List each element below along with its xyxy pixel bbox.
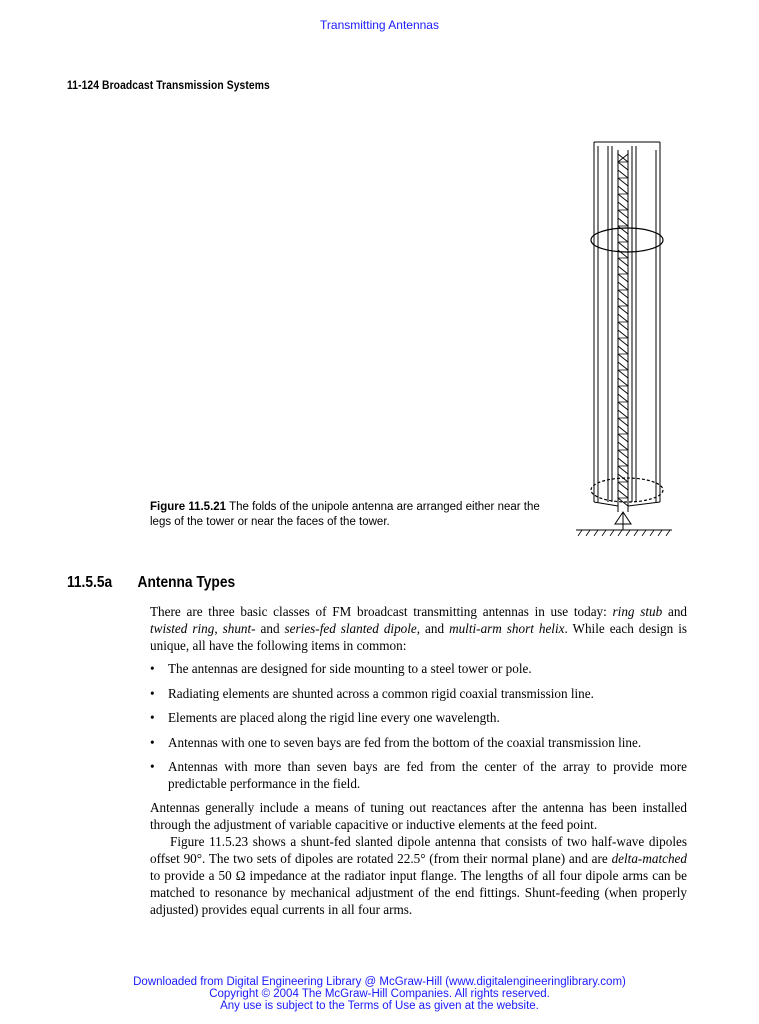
intro-term-ring-stub: ring stub [612, 604, 663, 619]
slanted-dipole-paragraph [150, 833, 687, 918]
bullet-mark: • [150, 759, 155, 774]
intro-term-helix: multi-arm short helix [449, 621, 565, 636]
bullet-mark: • [150, 710, 155, 725]
bullet-mark: • [150, 661, 155, 676]
para3-text-1: Figure 11.5.23 shows a shunt-fed slanted dipole antenna that consists of two half-wave dipoles offset 90°. The two sets of dipoles are rotated 22.5° (from their normal plane) and are [150, 834, 687, 866]
bullet-mark: • [150, 685, 155, 701]
figure-caption [150, 500, 560, 530]
section-heading [67, 574, 235, 592]
page-header-title: Transmitting Antennas [320, 18, 439, 32]
intro-text-1: There are three basic classes of FM broadcast transmitting antennas in use today: [150, 604, 613, 619]
intro-text-6: . While each design is unique, all have the following items in common: [150, 621, 687, 653]
intro-term-twisted-ring: twisted ring [150, 621, 215, 636]
footer-download-line[interactable]: Downloaded from Digital Engineering Library @ McGraw-Hill (www.digitalengineeringlibrary.com) [133, 976, 626, 988]
figure-caption-text: The folds of the unipole antenna are arranged either near the legs of the tower or near the faces of the tower. [150, 501, 540, 528]
intro-term-shunt: shunt- [222, 621, 256, 636]
page-footer [0, 976, 759, 1012]
list-item [150, 685, 687, 702]
figure-label: Figure 11.5.21 [150, 501, 227, 513]
list-item-text: Radiating elements are shunted across a common rigid coaxial transmission line. [168, 685, 594, 701]
running-head: 11-124 Broadcast Transmission Systems [67, 78, 270, 92]
footer-terms-line[interactable]: Any use is subject to the Terms of Use as given at the website. [220, 1000, 539, 1012]
para3-term-delta-matched: delta-matched [611, 851, 687, 866]
section-number: 11.5.5a [67, 574, 113, 591]
footer-copyright-line: Copyright © 2004 The McGraw-Hill Companies. All rights reserved. [209, 988, 550, 1000]
intro-text-3: , [214, 621, 223, 636]
list-item [150, 758, 687, 792]
section-title: Antenna Types [137, 574, 236, 591]
tuning-paragraph: Antennas generally include a means of tuning out reactances after the antenna has been installed through the adjustment of variable capacitive or inductive elements at the feed point. [150, 800, 687, 832]
para3-text-2: to provide a 50 Ω impedance at the radiator input flange. The lengths of all four dipole arms can be matched to resonance by mechanical adjustment of the end fittings. Shunt-feeding (when properly adjusted) provides equal currents in all four arms. [150, 868, 687, 917]
list-item [150, 660, 687, 677]
list-item [150, 709, 687, 726]
intro-text-4: and [255, 621, 285, 636]
intro-text-2: and [662, 604, 688, 619]
unipole-antenna-figure [568, 132, 678, 544]
common-items-list [150, 660, 687, 800]
list-item-text: Antennas with one to seven bays are fed from the bottom of the coaxial transmission line. [168, 734, 642, 750]
list-item-text: The antennas are designed for side mounting to a steel tower or pole. [168, 661, 532, 676]
antenna-tower-drawing [576, 142, 672, 536]
intro-paragraph [150, 603, 687, 654]
bullet-mark: • [150, 734, 155, 750]
list-item [150, 734, 687, 751]
intro-term-series-fed: series-fed slanted dipole [284, 621, 417, 636]
intro-text-5: , and [416, 621, 450, 636]
list-item-text: Antennas with more than seven bays are fed from the center of the array to provide more predictable performance in the field. [168, 759, 687, 791]
list-item-text: Elements are placed along the rigid line every one wavelength. [168, 710, 500, 725]
